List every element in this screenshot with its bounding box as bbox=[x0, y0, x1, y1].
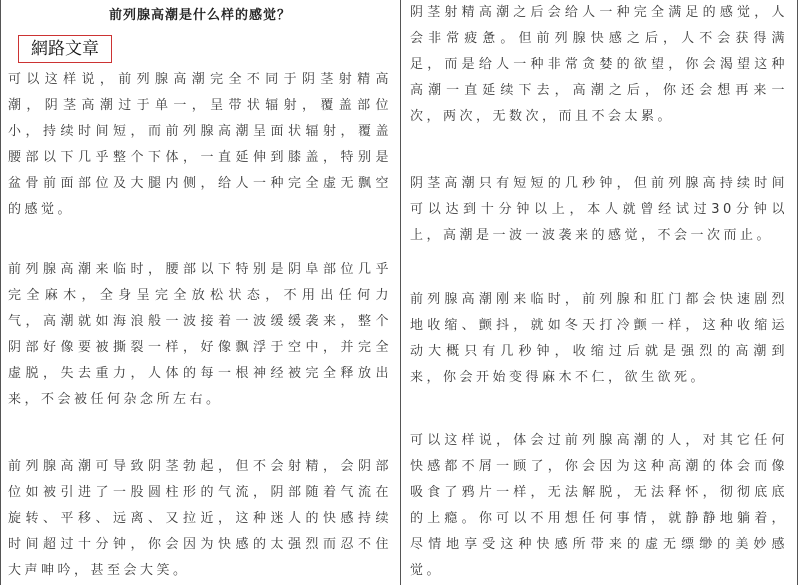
text-line: 会非常疲惫。但前列腺快感之后，人不会获得满 bbox=[410, 31, 788, 46]
text-line: 潮，阴茎高潮过于单一，呈带状辐射，覆盖部位 bbox=[8, 98, 392, 113]
left-border bbox=[0, 0, 1, 585]
text-line: 上，高潮是一波一波袭来的感觉，不会一次而止。 bbox=[410, 228, 774, 243]
text-line: 吸食了鸦片一样，无法解脱，无法释怀，彻彻底底 bbox=[410, 485, 788, 500]
text-line: 阴部好像要被撕裂一样，好像飘浮于空中，并完全 bbox=[8, 340, 392, 355]
text-line: 小，持续时间短，而前列腺高潮呈面状辐射，覆盖 bbox=[8, 124, 392, 139]
text-line: 尽情地享受这种快感所带来的虚无缥缈的美妙感 bbox=[410, 537, 788, 552]
text-line: 动大概只有几秒钟，收缩过后就是强烈的高潮到 bbox=[410, 344, 788, 359]
text-line: 气，高潮就如海浪般一波接着一波缓缓袭来，整个 bbox=[8, 314, 392, 329]
text-line: 时间超过十分钟，你会因为快感的太强烈而忍不住 bbox=[8, 537, 392, 552]
right-column bbox=[410, 0, 788, 585]
text-line: 的上瘾。你可以不用想任何事情，就静静地躺着， bbox=[410, 511, 788, 526]
left-column bbox=[8, 0, 392, 585]
text-line: 足，而是给人一种非常贪婪的欲望，你会渴望这种 bbox=[410, 57, 788, 72]
text-line: 可以达到十分钟以上，本人就曾经试过30分钟以 bbox=[410, 202, 788, 217]
left-paragraph-2 bbox=[8, 257, 392, 413]
text-line: 位如被引进了一股圆柱形的气流，阴部随着气流在 bbox=[8, 485, 392, 500]
right-paragraph-3 bbox=[410, 287, 788, 391]
text-line: 的感觉。 bbox=[8, 202, 75, 217]
right-paragraph-2 bbox=[410, 171, 788, 249]
right-paragraph-4 bbox=[410, 428, 788, 584]
left-paragraph-1 bbox=[8, 67, 392, 223]
right-border bbox=[797, 0, 798, 585]
text-line: 可以这样说，体会过前列腺高潮的人，对其它任何 bbox=[410, 433, 788, 448]
text-line: 来，你会开始变得麻木不仁，欲生欲死。 bbox=[410, 370, 708, 385]
text-line: 觉。 bbox=[410, 563, 444, 578]
text-line: 前列腺高潮可导致阴茎勃起，但不会射精，会阴部 bbox=[8, 459, 392, 474]
text-line: 前列腺高潮来临时，腰部以下特别是阴阜部位几乎 bbox=[8, 262, 392, 277]
text-line: 阴茎高潮只有短短的几秒钟，但前列腺高持续时间 bbox=[410, 176, 788, 191]
text-line: 可以这样说，前列腺高潮完全不同于阴茎射精高 bbox=[8, 72, 392, 87]
left-paragraph-3 bbox=[8, 454, 392, 584]
text-line: 高潮一直延续下去，高潮之后，你还会想再来一 bbox=[410, 83, 788, 98]
text-line: 虚脱，失去重力，人体的每一根神经被完全释放出 bbox=[8, 366, 392, 381]
source-label: 網路文章 bbox=[18, 35, 112, 63]
text-line: 前列腺高潮刚来临时，前列腺和肛门都会快速剧烈 bbox=[410, 292, 788, 307]
text-line: 来，不会被任何杂念所左右。 bbox=[8, 392, 223, 407]
text-line: 快感都不屑一顾了，你会因为这种高潮的体会而像 bbox=[410, 459, 788, 474]
text-line: 地收缩、颤抖，就如冬天打冷颤一样，这种收缩运 bbox=[410, 318, 788, 333]
article-title: 前列腺高潮是什么样的感觉？ bbox=[108, 8, 291, 23]
text-line: 次，两次，无数次，而且不会太累。 bbox=[410, 109, 675, 124]
text-line: 完全麻木，全身呈完全放松状态，不用出任何力 bbox=[8, 288, 392, 303]
right-paragraph-1 bbox=[410, 0, 788, 130]
text-line: 大声呻吟，甚至会大笑。 bbox=[8, 563, 190, 578]
text-line: 旋转、平移、远离、又拉近，这种迷人的快感持续 bbox=[8, 511, 392, 526]
text-line: 盆骨前面部位及大腿内侧，给人一种完全虚无飘空 bbox=[8, 176, 392, 191]
column-divider bbox=[400, 0, 401, 585]
text-line: 阴茎射精高潮之后会给人一种完全满足的感觉，人 bbox=[410, 5, 788, 20]
text-line: 腰部以下几乎整个下体，一直延伸到膝盖，特别是 bbox=[8, 150, 392, 165]
